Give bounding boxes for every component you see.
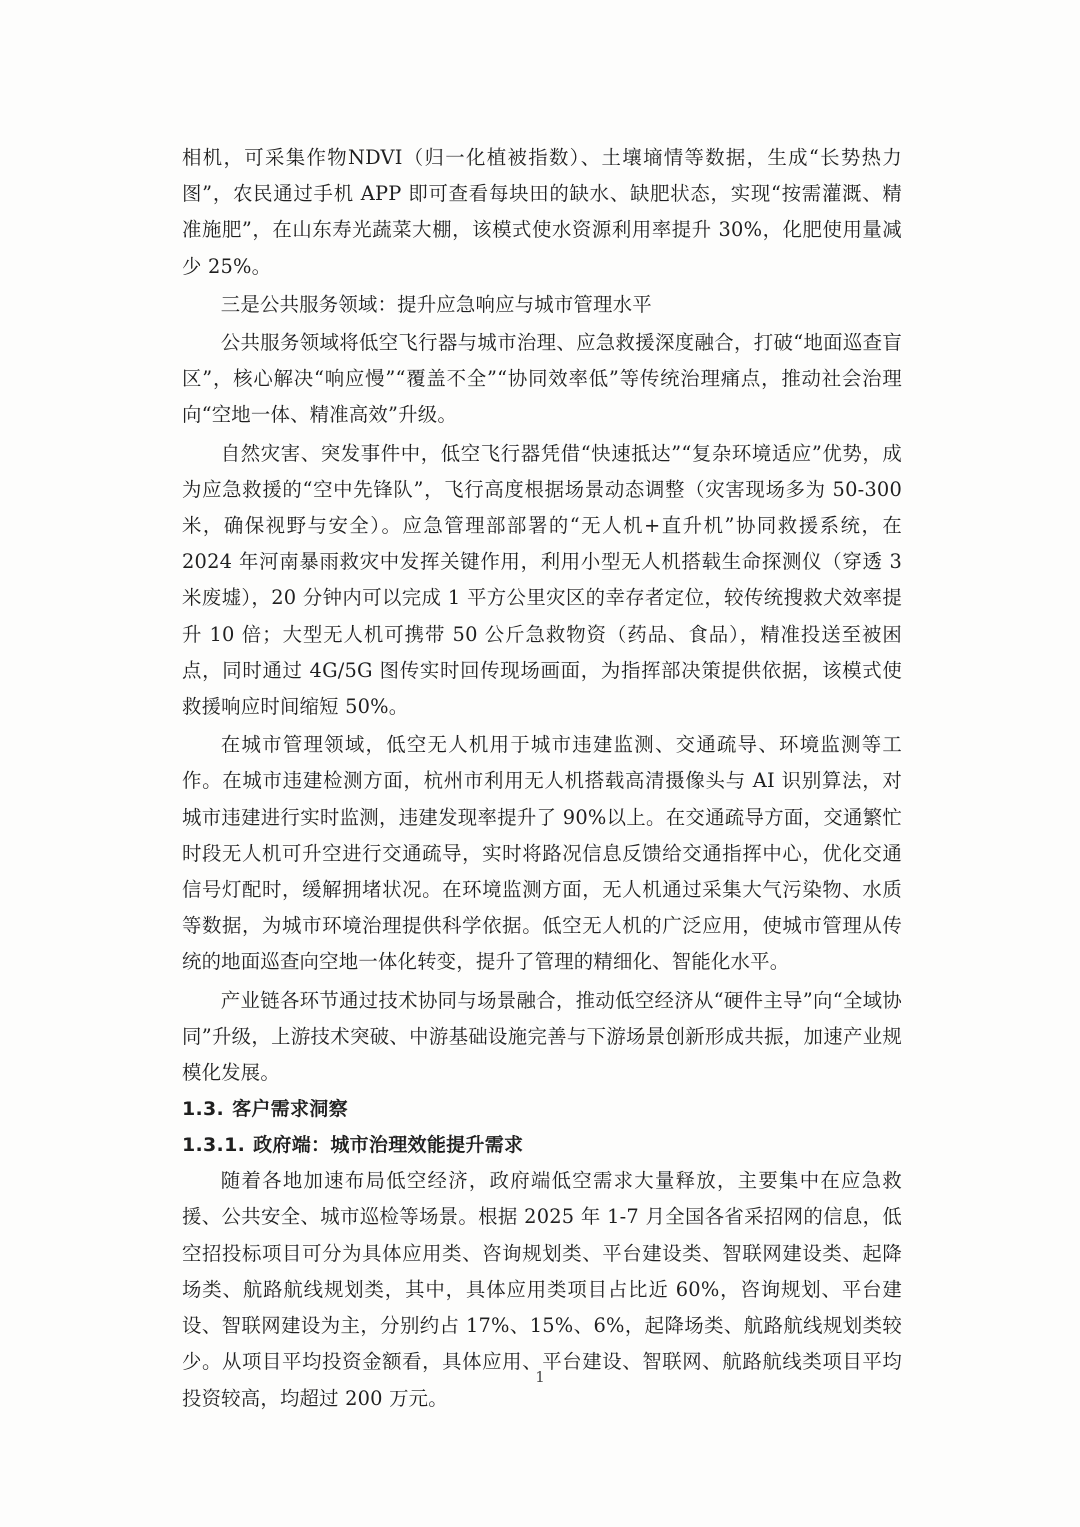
paragraph-city-management: 在城市管理领域，低空无人机用于城市违建监测、交通疏导、环境监测等工作。在城市违建检测方面，杭州市利用无人机搭载高清摄像头与 AI 识别算法，对城市违建进行实时监测，违建发现率提升了 90%以上。在交通疏导方面，交通繁忙时段无人机可升空进行交通疏导，实时将路况信息反馈给交通指挥中心，优化交通信号灯配时，缓解拥堵状况。在环境监测方面，无人机通过采集大气污染物、水质等数据，为城市环境治理提供科学依据。低空无人机的广泛应用，使城市管理从传统的地面巡查向空地一体化转变，提升了管理的精细化、智能化水平。 [182, 733, 902, 974]
section-heading-customer-insight [182, 1091, 902, 1127]
paragraph-industry-chain: 产业链各环节通过技术协同与场景融合，推动低空经济从“硬件主导”向“全域协同”升级，上游技术突破、中游基础设施完善与下游场景创新形成共振，加速产业规模化发展。 [182, 988, 902, 1085]
page-body [182, 140, 902, 1417]
paragraph-emergency-rescue: 自然灾害、突发事件中，低空飞行器凭借“快速抵达”“复杂环境适应”优势，成为应急救援的“空中先锋队”，飞行高度根据场景动态调整（灾害现场多为 50-300 米，确保视野与安全）。应急管理部部署的“无人机+直升机”协同救援系统，在 2024 年河南暴雨救灾中发挥关键作用，利用小型无人机搭载生命探测仪（穿透 3 米废墟），20 分钟内可以完成 1 平方公里灾区的幸存者定位，较传统搜救犬效率提升 10 倍；大型无人机可携带 50 公斤急救物资（药品、食品），精准投送至被困点，同时通过 4G/5G 图传实时回传现场画面，为指挥部决策提供依据，该模式使救援响应时间缩短 50%。 [182, 441, 902, 719]
paragraph-agriculture-continued: 相机，可采集作物NDVI（归一化植被指数）、土壤墒情等数据，生成“长势热力图”，农民通过手机 APP 即可查看每块田的缺水、缺肥状态，实现“按需灌溉、精准施肥”，在山东寿光蔬菜大棚，该模式使水资源利用率提升 30%，化肥使用量减少 25%。 [182, 146, 902, 278]
subsection-number: 1.3.1. [182, 1134, 246, 1157]
section-title: 客户需求洞察 [232, 1098, 348, 1121]
paragraph-public-service-intro: 公共服务领域将低空飞行器与城市治理、应急救援深度融合，打破“地面巡查盲区”，核心解决“响应慢”“覆盖不全”“协同效率低”等传统治理痛点，推动社会治理向“空地一体、精准高效”升级。 [182, 331, 902, 427]
subsection-heading-government [182, 1127, 902, 1163]
page-number: 1 [535, 1368, 545, 1386]
section-number: 1.3. [182, 1098, 225, 1121]
subsection-title: 政府端：城市治理效能提升需求 [253, 1134, 524, 1157]
paragraph-public-service-subtitle: 三是公共服务领域：提升应急响应与城市管理水平 [220, 292, 652, 316]
paragraph-government-demand: 随着各地加速布局低空经济，政府端低空需求大量释放，主要集中在应急救援、公共安全、城市巡检等场景。根据 2025 年 1-7 月全国各省采招网的信息，低空招投标项目可分为具体应用类、咨询规划类、平台建设类、智联网建设类、起降场类、航路航线规划类，其中，具体应用类项目占比近 60%，咨询规划、平台建设、智联网建设为主，分别约占 17%、15%、6%，起降场类、航路航线规划类较少。从项目平均投资金额看，具体应用、平台建设、智联网、航路航线类项目平均投资较高，均超过 200 万元。 [182, 1169, 902, 1410]
